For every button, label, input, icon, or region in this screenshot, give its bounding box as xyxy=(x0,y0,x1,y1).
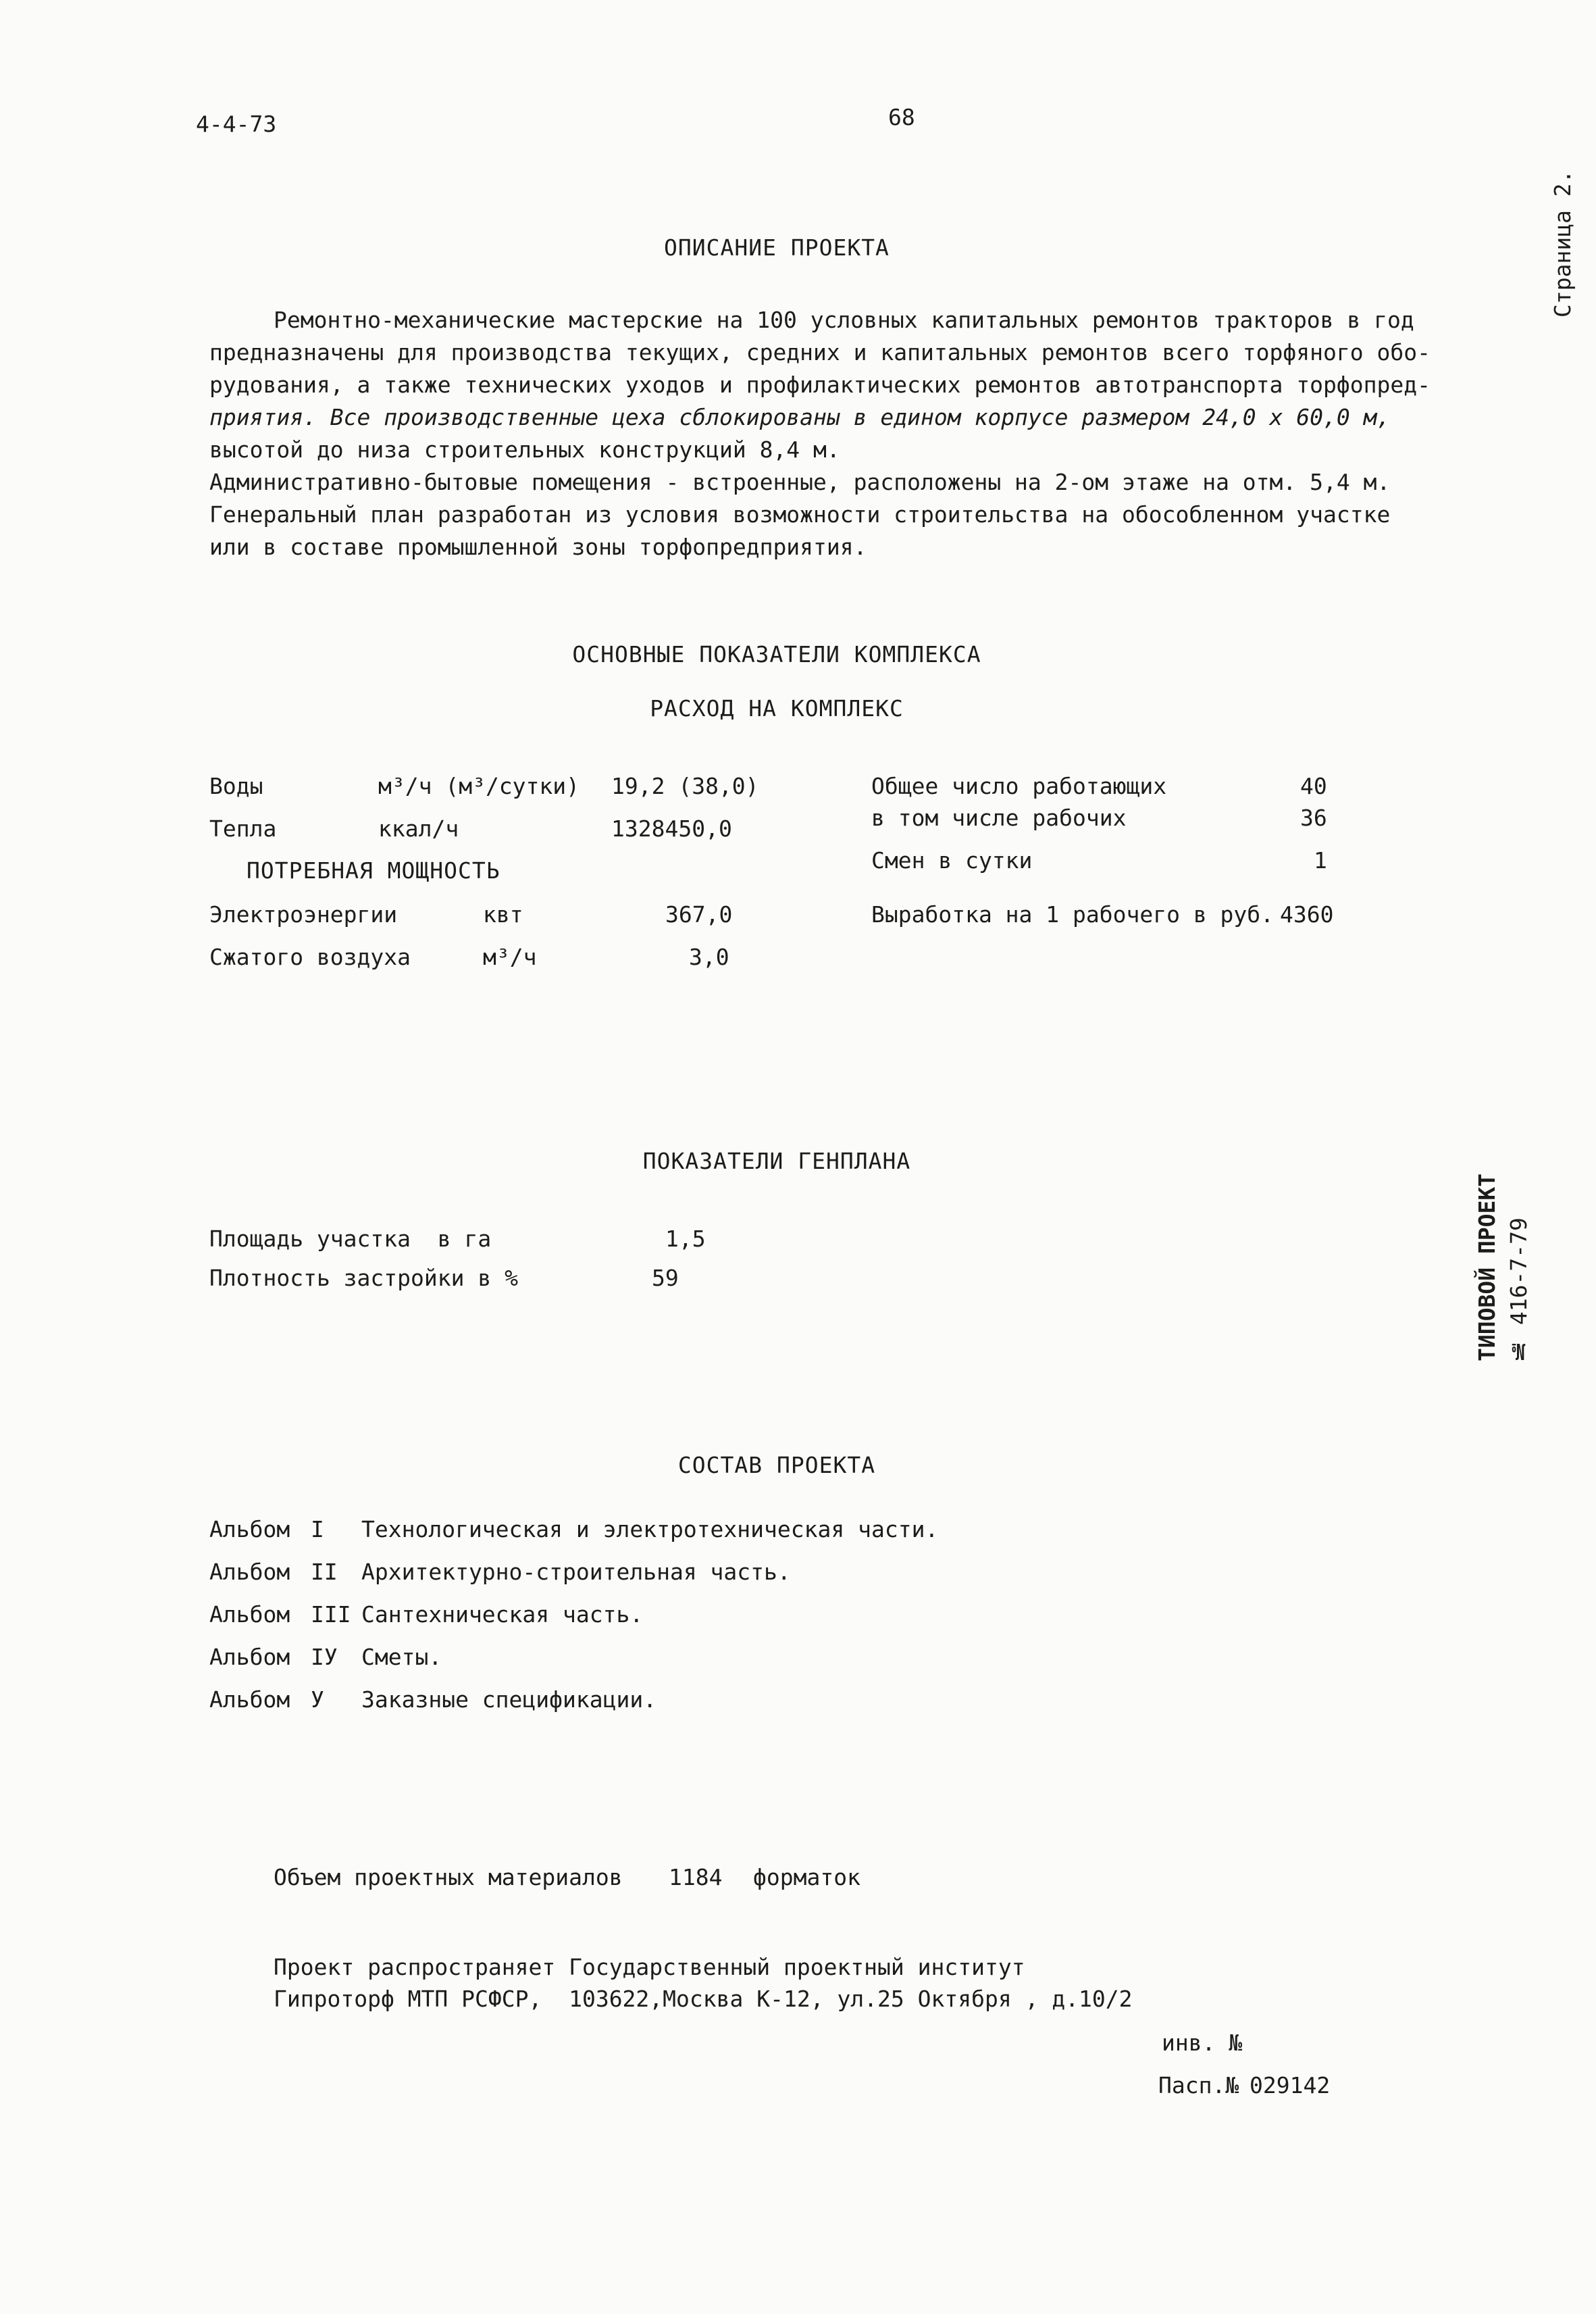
consumption-value: 19,2 (38,0) xyxy=(611,773,759,799)
volume-unit: форматок xyxy=(753,1864,860,1890)
distributor-line: Проект распространяет Государственный проектный институт xyxy=(274,1954,1025,1980)
album-number: III xyxy=(311,1601,351,1628)
passport-number: 029142 xyxy=(1250,2072,1331,2098)
side-page-label: Страница 2. xyxy=(1549,170,1576,318)
genplan-name: Плотность застройки в % xyxy=(209,1265,518,1291)
album-text: Технологическая и электротехническая части. xyxy=(361,1516,939,1542)
staff-name: Общее число работающих xyxy=(871,773,1167,799)
description-line: или в составе промышленной зоны торфопредприятия. xyxy=(209,534,867,560)
genplan-value: 1,5 xyxy=(665,1226,706,1252)
description-line: Ремонтно-механические мастерские на 100 условных капитальных ремонтов тракторов в год xyxy=(274,307,1414,333)
staff-name: Выработка на 1 рабочего в руб. xyxy=(871,901,1275,928)
album-text: Архитектурно-строительная часть. xyxy=(361,1559,791,1585)
power-name: Сжатого воздуха xyxy=(209,944,411,970)
side-stamp-title: ТИПОВОЙ ПРОЕКТ xyxy=(1474,1173,1500,1361)
staff-name: Смен в сутки xyxy=(871,847,1033,874)
side-stamp-number: № 416-7-79 xyxy=(1505,1217,1532,1365)
power-unit: квт xyxy=(483,901,523,928)
album-label: Альбом xyxy=(209,1644,290,1670)
power-name: Электроэнергии xyxy=(209,901,398,928)
passport-label: Пасп.№ xyxy=(1158,2072,1239,2098)
album-label: Альбом xyxy=(209,1516,290,1542)
description-line: Административно-бытовые помещения - встроенные, расположены на 2-ом этаже на отм. 5,4 м. xyxy=(209,469,1391,495)
power-value: 367,0 xyxy=(665,901,733,928)
description-title: ОПИСАНИЕ ПРОЕКТА xyxy=(664,234,890,261)
document-code: 4-4-73 xyxy=(196,111,277,137)
consumption-title: РАСХОД НА КОМПЛЕКС xyxy=(650,695,904,722)
power-unit: м³/ч xyxy=(483,944,537,970)
description-line: высотой до низа строительных конструкций 8,4 м. xyxy=(209,436,840,463)
power-title: ПОТРЕБНАЯ МОЩНОСТЬ xyxy=(247,857,500,884)
staff-value: 1 xyxy=(1314,847,1327,874)
staff-value: 40 xyxy=(1300,773,1327,799)
album-number: II xyxy=(311,1559,338,1585)
staff-value: 36 xyxy=(1300,805,1327,831)
consumption-name: Воды xyxy=(209,773,263,799)
album-number: У xyxy=(311,1686,324,1713)
consumption-name: Тепла xyxy=(209,815,277,842)
power-value: 3,0 xyxy=(689,944,729,970)
album-number: IУ xyxy=(311,1644,338,1670)
album-label: Альбом xyxy=(209,1559,290,1585)
description-line: Генеральный план разработан из условия возможности строительства на обособленном участке xyxy=(209,501,1391,528)
album-text: Сметы. xyxy=(361,1644,442,1670)
album-number: I xyxy=(311,1516,324,1542)
description-line: рудования, а также технических уходов и профилактических ремонтов автотранспорта торфопред- xyxy=(209,372,1431,398)
staff-name: в том числе рабочих xyxy=(871,805,1127,831)
composition-title: СОСТАВ ПРОЕКТА xyxy=(677,1452,876,1478)
inventory-number-label: инв. № xyxy=(1162,2030,1243,2056)
album-text: Сантехническая часть. xyxy=(361,1601,644,1628)
consumption-unit: м³/ч (м³/сутки) xyxy=(378,773,580,799)
indicators-title: ОСНОВНЫЕ ПОКАЗАТЕЛИ КОМПЛЕКСА xyxy=(572,641,981,668)
volume-label: Объем проектных материалов xyxy=(274,1864,623,1890)
page-number: 68 xyxy=(888,104,915,130)
album-label: Альбом xyxy=(209,1601,290,1628)
description-line: предназначены для производства текущих, средних и капитальных ремонтов всего торфяного обо- xyxy=(209,339,1431,366)
distributor-address: Гипроторф МТП РСФСР, 103622,Москва К-12, ул.25 Октября , д.10/2 xyxy=(274,1986,1133,2012)
consumption-value: 1328450,0 xyxy=(611,815,732,842)
staff-value: 4360 xyxy=(1280,901,1334,928)
album-label: Альбом xyxy=(209,1686,290,1713)
genplan-name: Площадь участка в га xyxy=(209,1226,492,1252)
description-line: приятия. Все производственные цеха сблокированы в едином корпусе размером 24,0 х 60,0 м, xyxy=(209,404,1391,430)
consumption-unit: ккал/ч xyxy=(378,815,459,842)
genplan-title: ПОКАЗАТЕЛИ ГЕНПЛАНА xyxy=(642,1148,911,1174)
album-text: Заказные спецификации. xyxy=(361,1686,657,1713)
genplan-value: 59 xyxy=(652,1265,679,1291)
description-paragraph xyxy=(209,304,1431,563)
volume-value: 1184 xyxy=(669,1864,723,1890)
